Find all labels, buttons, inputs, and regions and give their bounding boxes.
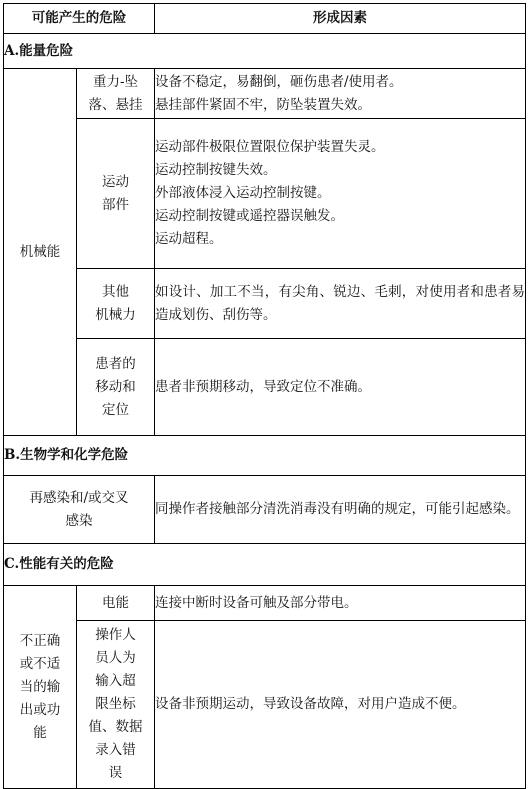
category-incorrect-output	[4, 586, 77, 789]
cause-line: 运动控制按键或遥控器误触发。	[155, 208, 344, 224]
label-line: 落、悬挂	[88, 96, 143, 113]
label-line: 员人为	[95, 650, 136, 666]
header-hazard: 可能产生的危险	[4, 4, 155, 34]
hazard-label-moving-parts	[77, 119, 155, 269]
cause-electrical: 连接中断时设备可触及部分带电。	[155, 586, 526, 621]
section-b-row	[4, 436, 526, 476]
label-line: 重力-坠	[92, 73, 139, 90]
cause-operator-input: 设备非预期运动，导致设备故障，对用户造成不便。	[155, 621, 526, 789]
cause-line: 外部液体浸入运动控制按键。	[155, 185, 331, 201]
header-cause: 形成因素	[155, 4, 526, 34]
cause-gravity	[155, 69, 526, 119]
label-line: 运动	[102, 173, 129, 190]
table-row	[4, 339, 526, 436]
table-row	[4, 69, 526, 119]
label-line: 误	[108, 765, 123, 781]
table-row	[4, 476, 526, 544]
label-line: 值、数据	[88, 719, 143, 735]
label-line: 录入错	[95, 742, 136, 758]
hazard-label-reinfection	[4, 476, 155, 544]
table-header-row	[4, 4, 526, 34]
hazard-label-patient-movement	[77, 339, 155, 436]
label-line: 再感染和/或交叉	[29, 489, 129, 506]
label-line: 限坐标	[95, 696, 136, 712]
label-line: 或不适	[19, 655, 61, 672]
section-c-title: C.性能有关的危险	[4, 544, 526, 586]
hazard-label-electrical: 电能	[77, 586, 155, 621]
category-mechanical-energy: 机械能	[4, 69, 77, 436]
label-line: 能	[33, 724, 47, 741]
hazard-label-gravity	[77, 69, 155, 119]
section-a-row	[4, 34, 526, 69]
table-row	[4, 586, 526, 621]
table-row	[4, 269, 526, 339]
label-line: 感染	[65, 512, 93, 529]
label-line: 出或功	[19, 701, 61, 718]
label-line: 输入超	[95, 673, 136, 689]
cause-moving-parts	[155, 119, 526, 269]
cause-line: 运动部件极限位置限位保护装置失灵。	[155, 139, 385, 155]
label-line: 患者的	[95, 355, 136, 372]
label-line: 当的输	[19, 678, 61, 695]
label-line: 机械力	[95, 306, 136, 323]
table-row	[4, 119, 526, 269]
label-line: 定位	[102, 401, 129, 418]
label-line: 部件	[102, 196, 129, 213]
label-line: 移动和	[95, 378, 136, 395]
hazard-table	[3, 3, 526, 789]
cause-line: 运动超程。	[155, 231, 223, 247]
label-line: 操作人	[95, 627, 136, 643]
section-b-title: B.生物学和化学危险	[4, 436, 526, 476]
cause-other-mechanical: 如设计、加工不当，有尖角、锐边、毛刺，对使用者和患者易造成划伤、刮伤等。	[155, 269, 526, 339]
cause-reinfection: 同操作者接触部分清洗消毒没有明确的规定，可能引起感染。	[155, 476, 526, 544]
cause-line: 悬挂部件紧固不牢，防坠装置失效。	[155, 96, 371, 113]
cause-patient-movement: 患者非预期移动，导致定位不准确。	[155, 339, 526, 436]
cause-line: 运动控制按键失效。	[155, 162, 277, 178]
section-c-row	[4, 544, 526, 586]
label-line: 其他	[102, 283, 129, 300]
label-line: 不正确	[19, 632, 61, 649]
section-a-title: A.能量危险	[4, 34, 526, 69]
cause-line: 设备不稳定，易翻倒，砸伤患者/使用者。	[155, 73, 403, 90]
hazard-label-other-mechanical	[77, 269, 155, 339]
hazard-label-operator-input	[77, 621, 155, 789]
table-row	[4, 621, 526, 789]
